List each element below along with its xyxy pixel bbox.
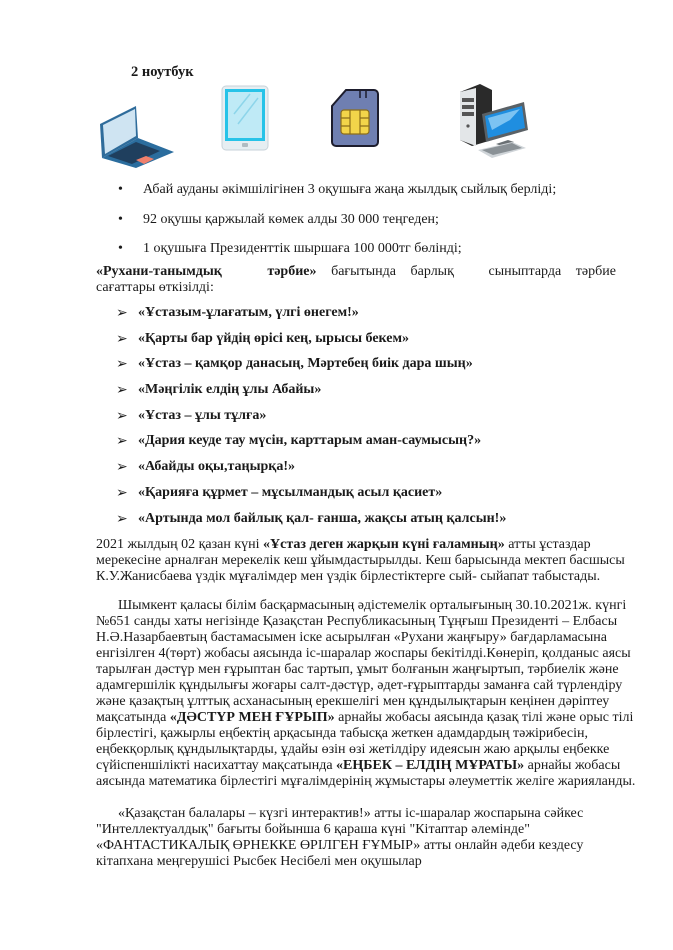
list-item: ➢ «Артында мол байлық қал- ғанша, жақсы атың қалсын!» [116,510,507,527]
desktop-computer-icon [452,80,532,160]
bullet-icon: • [118,182,123,197]
bullet-icon: • [118,211,123,227]
arrow-bullet-icon: ➢ [116,408,128,424]
support-bullet-list [118,182,556,271]
events-list [116,305,506,536]
list-item: ➢ «Ұстаз – ұлы тұлға» [116,407,267,424]
arrow-bullet-icon: ➢ [116,434,128,450]
arrow-bullet-icon: ➢ [116,485,128,501]
arrow-bullet-icon: ➢ [116,331,128,347]
paragraph-interactive: «Қазақстан балалары – күзгі интерактив!» атты іс-шаралар жоспарына сәйкес "Интеллектуалдық" бағыты бойынша 6 қараша күні "Кітаптар әлемінде" «ФАНТАСТИКАЛЫҚ ӨРНЕККЕ ӨРІЛГЕН ҒҰМЫР» атты онлайн әдеби кездесу кітапхана меңгерушісі Рысбек Несібелі мен оқушылар [96,806,584,869]
arrow-bullet-icon: ➢ [116,306,128,321]
list-item: • Абай ауданы әкімшілігінен 3 оқушыға жаңа жылдық сыйлық берліді; [118,182,557,197]
laptop-icon [96,104,176,168]
intro-paragraph: «Рухани-танымдық тәрбие» бағытында барлық сыныптарда тәрбие сағаттары өткізілді: [96,264,616,295]
heading-laptops: 2 ноутбук [131,64,194,80]
paragraph-rukhani-zhangyru: Шымкент қаласы білім басқармасының әдістемелік орталығының 30.10.2021ж. күнгі №651 санды хаты негізінде Қазақстан Республикасының Тұңғыш Президенті – Елбасы Н.Ә.Назарбаевтың бастамасымен іске асырылған «Рухани жаңғыру» бағдарламасына енгізілген 4(төрт) жобасы аясында іс-шаралар жоспары бекітілді.Көнеріп, қолданыс аясы тарылған дәстүр мен ғұрыптан бас тартып, ұмыт болғанын жаңғыртып, тәрбиелік және адамгершілік құндылығы жоғары салт-дәстүр, әдет-ғұрыптарды заманға сай түрлендіру және қазақтың ұлттық асханасының ерекшелігі мен құндылықтарын кеңінен дәріптеу мақсатында «ДӘСТҮР МЕН ҒҰРЫП» арнайы жобасы аясында қазақ тілі және орыс тілі бірлестігі, қажырлы еңбектің арқасында табысқа жеткен адамдардың тәжірибесін, еңбекқорлық құндылықтарды, ұдайы өзін өзі жетілдіру идеясын жаю арқылы еңбекке сүйіспеншілікті насихаттау мақсатында «ЕҢБЕК – ЕЛДІҢ МҰРАТЫ» арнайы жобасы аясында математика бірлестігі мұғалімдерінің жұмыстары әлеуметтік желіге жарияланды. [96,598,636,789]
list-item: ➢ «Ұстаз – қамқор данасың, Мәртебең биік дара шың» [116,356,473,373]
arrow-bullet-icon: ➢ [116,511,128,527]
list-item: • 92 оқушы қаржылай көмек алды 30 000 теңгеден; [118,211,439,227]
bullet-icon: • [118,241,123,256]
list-item: • 1 оқушыға Президенттік шыршаға 100 000тг бөлінді; [118,241,462,256]
tablet-icon [220,84,270,152]
list-item: ➢ «Қарты бар үйдің өрісі кең, ырысы бекем» [116,330,410,347]
list-item: ➢ «Дария кеуде тау мүсін, карттарым аман-саумысың?» [116,433,482,450]
arrow-bullet-icon: ➢ [116,383,128,399]
arrow-bullet-icon: ➢ [116,357,128,373]
sim-card-icon [330,88,380,148]
list-item: ➢ «Қарияға құрмет – мұсылмандық асыл қасиет» [116,484,443,501]
list-item: ➢ «Абайды оқы,таңырқа!» [116,459,296,476]
list-item: ➢ «Ұстазым-ұлағатым, үлгі өнегем!» [116,305,359,321]
paragraph-teachers-day: 2021 жылдың 02 қазан күні «Ұстаз деген жарқын күні ғаламның» атты ұстаздар мерекесіне арналған мерекелік кеш ұйымдастырылды. Кеш барысында мектеп басшысы К.У.Жанисбаева үздік мұғалімдер мен үздік бірлестіктерге сый- сыйапат табыстады. [96,537,625,584]
list-item: ➢ «Мәңгілік елдің ұлы Абайы» [116,382,322,399]
arrow-bullet-icon: ➢ [116,460,128,476]
